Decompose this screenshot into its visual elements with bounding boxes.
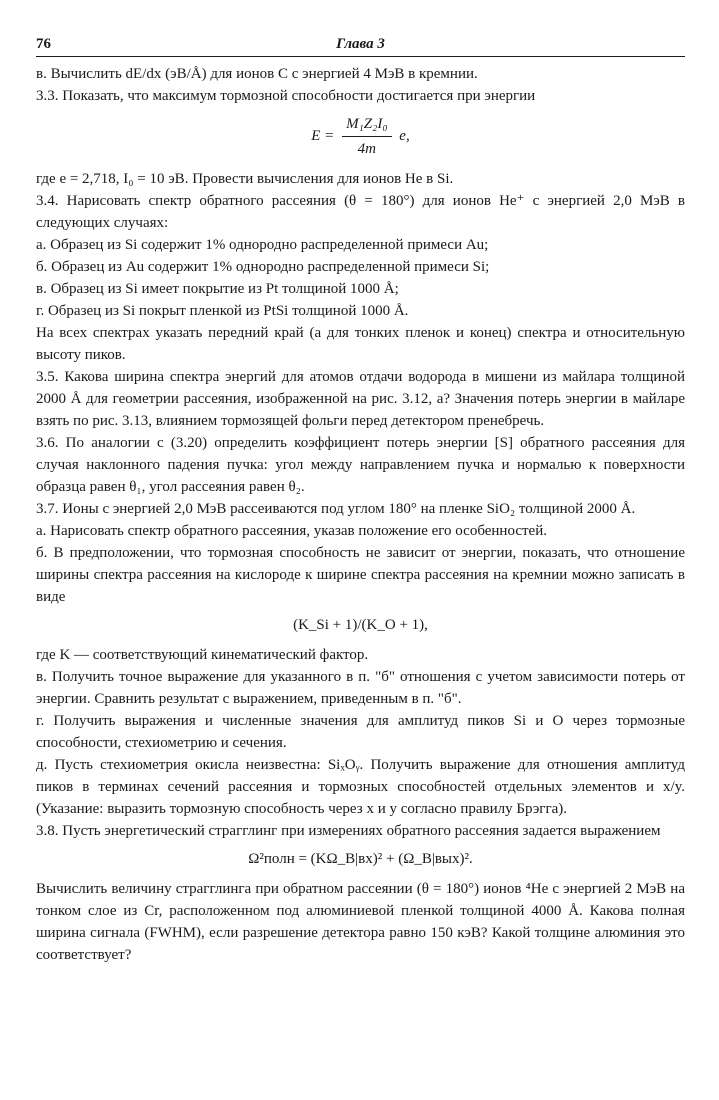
problem-3-7: 3.7. Ионы с энергией 2,0 МэВ рассеиваются под углом 180° на пленке SiO₂ толщиной 2000 Å. (36, 501, 636, 517)
paragraph: Вычислить величину страгглинга при обратном рассеянии (θ = 180°) ионов ⁴He с энергией 2 МэВ на тонком слое из Cr, расположенном под алюминиевой пленкой толщиной 4000 Å. Какова полная ширина сигнала (FWHM), если разрешение детектора равно 150 кэВ? Какой толщине алюминия это соответствует? (36, 881, 685, 963)
paragraph: где K — соответствующий кинематический фактор. (36, 647, 369, 663)
problem-3-3: 3.3. Показать, что максимум тормозной способности достигается при энергии (36, 88, 536, 104)
list-item: а. Образец из Si содержит 1% однородно распределенной примеси Au; (36, 237, 489, 253)
paragraph: где e = 2,718, I₀ = 10 эВ. Провести вычисления для ионов He в Si. (36, 171, 454, 187)
list-item: б. Образец из Au содержит 1% однородно распределенной примеси Si; (36, 259, 490, 275)
equation-max-energy: E = $\frac{\text{M₁Z₂I₀}}{4m}$ e, (36, 113, 685, 160)
problem-3-5: 3.5. Какова ширина спектра энергий для атомов отдачи водорода в мишени из майлара толщиной 2000 Å для геометрии рассеяния, изображенной на рис. 3.12, а? Значения потерь энергии в майларе взять по рис. 3.13, влиянием тормозящей фольги перед детектором пренебречь. (36, 369, 685, 429)
list-item: а. Нарисовать спектр обратного рассеяния, указав положение его особенностей. (36, 523, 547, 539)
list-item: д. Пусть стехиометрия окисла неизвестна: SiₓOᵧ. Получить выражение для отношения амплитуд пиков в терминах сечений рассеяния и тормозных способностей отдельных элементов и x/y. (Указание: выразить тормозную способность через x и y согласно правилу Брэгга). (36, 757, 685, 817)
list-item: б. В предположении, что тормозная способность не зависит от энергии, показать, что отношение ширины спектра рассеяния на кислороде к ширине спектра рассеяния на кремнии можно записать в виде (36, 545, 685, 605)
page-number: 76 (36, 36, 51, 52)
page-body (36, 63, 685, 966)
book-page (36, 30, 685, 966)
problem-3-4: 3.4. Нарисовать спектр обратного рассеяния (θ = 180°) для ионов He⁺ с энергией 2,0 МэВ в следующих случаях: (36, 193, 685, 231)
equation-straggling: Ω²полн = (KΩ_B|вх)² + (Ω_B|вых)². (248, 851, 473, 867)
list-item: в. Получить точное выражение для указанного в п. "б" отношения с учетом зависимости потерь от энергии. Сравнить результат с выражением, приведенным в п. "б". (36, 669, 685, 707)
paragraph: в. Вычислить dE/dx (эВ/Å) для ионов C с энергией 4 МэВ в кремнии. (36, 66, 478, 82)
paragraph: На всех спектрах указать передний край (а для тонких пленок и конец) спектра и относительную высоту пиков. (36, 325, 685, 363)
problem-3-8: 3.8. Пусть энергетический страгглинг при измерениях обратного рассеяния задается выражением (36, 823, 661, 839)
list-item: г. Образец из Si покрыт пленкой из PtSi толщиной 1000 Å. (36, 303, 409, 319)
chapter-title: Глава 3 (336, 36, 385, 52)
equation-ratio: (K_Si + 1)/(K_O + 1), (293, 617, 428, 633)
list-item: в. Образец из Si имеет покрытие из Pt толщиной 1000 Å; (36, 281, 399, 297)
list-item: г. Получить выражения и численные значения для амплитуд пиков Si и O через тормозные способности, стехиометрию и сечения. (36, 713, 685, 751)
fraction: $\frac{\text{M₁Z₂I₀}}{4m}$ (342, 113, 391, 160)
page-header (36, 30, 685, 57)
problem-3-6: 3.6. По аналогии с (3.20) определить коэффициент потерь энергии [S] обратного рассеяния для случая наклонного падения пучка: угол между направлением пучка и нормалью к поверхности образца равен θ₁, угол рассеяния равен θ₂. (36, 435, 685, 495)
